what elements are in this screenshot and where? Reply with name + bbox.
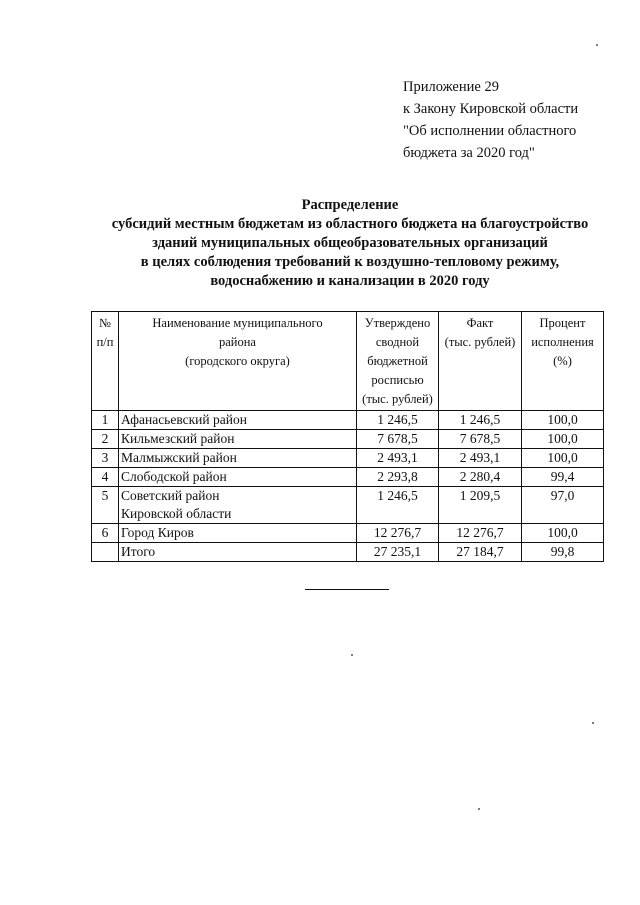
scan-speck	[592, 722, 594, 724]
approved-value: 2 493,1	[357, 449, 439, 468]
header-line: сводной	[375, 335, 420, 349]
row-number: 1	[92, 411, 119, 430]
header-line: Процент	[539, 316, 586, 330]
table-row	[92, 468, 604, 487]
row-number: 4	[92, 468, 119, 487]
header-line: п/п	[96, 335, 114, 349]
closing-rule	[305, 589, 389, 590]
scan-speck	[596, 44, 598, 46]
appendix-line: Приложение 29	[403, 79, 499, 95]
fact-value: 7 678,5	[439, 430, 522, 449]
district-name: Слободской район	[119, 468, 357, 487]
header-line: №	[99, 316, 111, 330]
subsidy-table	[91, 311, 604, 562]
header-fact	[439, 312, 522, 411]
percent-value: 100,0	[522, 430, 604, 449]
title-line: зданий муниципальных общеобразовательных организаций	[152, 235, 548, 251]
header-line: Факт	[466, 316, 494, 330]
title-line: субсидий местным бюджетам из областного бюджета на благоустройство	[111, 216, 589, 232]
total-fact: 27 184,7	[439, 543, 522, 562]
approved-value: 2 293,8	[357, 468, 439, 487]
header-num	[92, 312, 119, 411]
fact-value: 12 276,7	[439, 524, 522, 543]
header-line: росписью	[371, 373, 424, 387]
header-line: Наименование муниципального	[152, 316, 323, 330]
total-row	[92, 543, 604, 562]
district-name: Город Киров	[119, 524, 357, 543]
percent-value: 99,4	[522, 468, 604, 487]
district-name-line: Советский район	[121, 488, 220, 503]
appendix-line: "Об исполнении областного	[403, 123, 577, 139]
percent-value: 97,0	[522, 487, 604, 524]
row-number: 3	[92, 449, 119, 468]
district-name: Кильмезский район	[119, 430, 357, 449]
table-body	[92, 411, 604, 562]
fact-value: 1 246,5	[439, 411, 522, 430]
district-name: Афанасьевский район	[119, 411, 357, 430]
percent-value: 100,0	[522, 449, 604, 468]
percent-value: 100,0	[522, 411, 604, 430]
header-line: (тыс. рублей)	[444, 335, 516, 349]
header-name	[119, 312, 357, 411]
fact-value: 2 493,1	[439, 449, 522, 468]
district-name-line: Кировской области	[121, 506, 232, 521]
table-row	[92, 411, 604, 430]
header-line: района	[219, 335, 256, 349]
percent-value: 100,0	[522, 524, 604, 543]
header-percent	[522, 312, 604, 411]
approved-value: 7 678,5	[357, 430, 439, 449]
scan-speck	[478, 808, 480, 810]
header-line: исполнения	[531, 335, 594, 349]
district-name: Малмыжский район	[119, 449, 357, 468]
title-line: водоснабжению и канализации в 2020 году	[210, 273, 490, 289]
table-header	[92, 312, 604, 411]
header-line: Утверждено	[364, 316, 431, 330]
total-percent: 99,8	[522, 543, 604, 562]
document-title	[60, 196, 640, 291]
fact-value: 2 280,4	[439, 468, 522, 487]
header-approved	[357, 312, 439, 411]
title-line: в целях соблюдения требований к воздушно-тепловому режиму,	[140, 254, 560, 270]
header-line: бюджетной	[367, 354, 428, 368]
district-name	[119, 487, 357, 524]
scan-speck	[351, 654, 353, 656]
table-row	[92, 430, 604, 449]
row-number: 2	[92, 430, 119, 449]
title-line: Распределение	[301, 197, 399, 213]
total-number	[92, 543, 119, 562]
table-row	[92, 524, 604, 543]
appendix-line: к Закону Кировской области	[403, 101, 579, 117]
header-line: (%)	[553, 354, 572, 368]
approved-value: 12 276,7	[357, 524, 439, 543]
appendix-line: бюджета за 2020 год"	[403, 145, 535, 161]
total-label: Итого	[119, 543, 357, 562]
appendix-header	[403, 76, 578, 164]
approved-value: 1 246,5	[357, 411, 439, 430]
total-approved: 27 235,1	[357, 543, 439, 562]
header-line: (городского округа)	[185, 354, 290, 368]
header-row	[92, 312, 604, 411]
row-number: 6	[92, 524, 119, 543]
table-row	[92, 449, 604, 468]
fact-value: 1 209,5	[439, 487, 522, 524]
table-row	[92, 487, 604, 524]
header-line: (тыс. рублей)	[362, 392, 433, 406]
approved-value: 1 246,5	[357, 487, 439, 524]
row-number: 5	[92, 487, 119, 524]
